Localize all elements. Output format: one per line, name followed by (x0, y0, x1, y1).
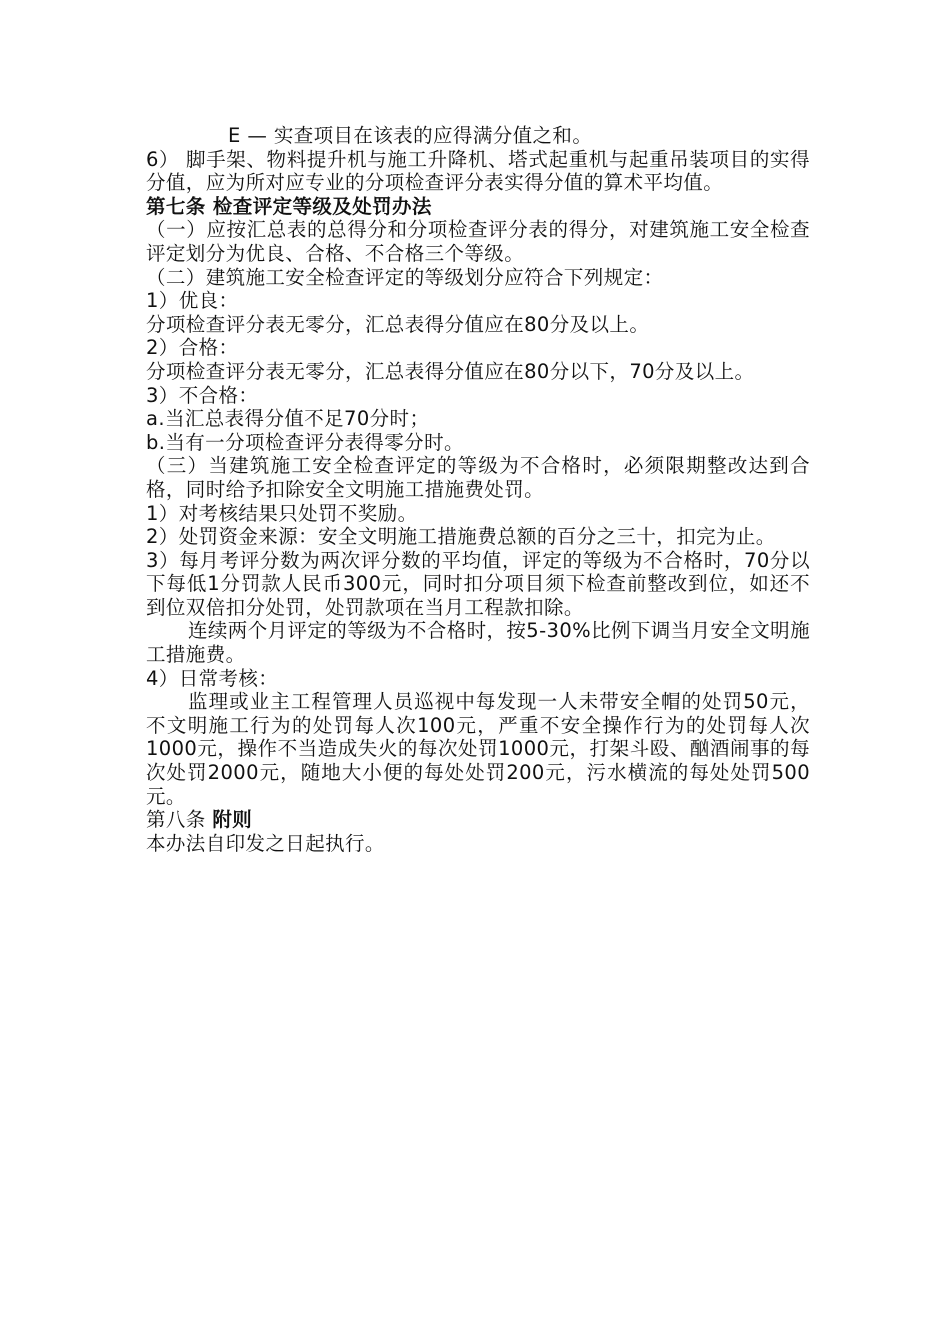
pass-label: 2）合格： (146, 336, 239, 360)
pass-criteria: 分项检查评分表无零分，汇总表得分值应在80分以下，70分及以上。 (146, 359, 755, 383)
section-1-paragraph: （一）应按汇总表的总得分和分项检查评分表的得分，对建筑施工安全检查评定划分为优良、合格、不合格三个等级。 (146, 218, 810, 265)
section-3-paragraph: （三）当建筑施工安全检查评定的等级为不合格时，必须限期整改达到合格，同时给予扣除安全文明施工措施费处罚。 (146, 454, 810, 501)
article-8-prefix: 第八条 (146, 808, 213, 832)
rule-3: 3）每月考评分数为两次评分数的平均值，评定的等级为不合格时，70分以下每低1分罚款人民币300元，同时扣分项目须下检查前整改到位，如还不到位双倍扣分处罚，处罚款项在当月工程款扣除。 (146, 548, 810, 619)
fail-criteria-b: b.当有一分项检查评分表得零分时。 (146, 430, 464, 454)
rule-1: 1）对考核结果只处罚不奖励。 (146, 501, 418, 525)
rule-4-text: 监理或业主工程管理人员巡视中每发现一人未带安全帽的处罚50元，不文明施工行为的处罚每人次100元，严重不安全操作行为的处罚每人次1000元，操作不当造成失火的每次处罚1000元，打架斗殴、酗酒闹事的每次处罚2000元，随地大小便的每处处罚200元，污水横流的每处处罚500元。 (146, 690, 810, 808)
excellent-label: 1）优良： (146, 289, 239, 313)
item-6-paragraph: 6） 脚手架、物料提升机与施工升降机、塔式起重机与起重吊装项目的实得分值，应为所对应专业的分项检查评分表实得分值的算术平均值。 (146, 147, 810, 195)
article-8-heading (146, 808, 810, 832)
article-7-heading: 第七条 检查评定等级及处罚办法 (146, 194, 432, 218)
rule-4-label: 4）日常考核： (146, 666, 279, 690)
fail-label: 3）不合格： (146, 383, 259, 407)
fail-criteria-a: a.当汇总表得分值不足70分时； (146, 407, 430, 431)
article-8-title: 附则 (212, 808, 253, 832)
section-2-paragraph: （二）建筑施工安全检查评定的等级划分应符合下列规定： (146, 265, 664, 289)
rule-2: 2）处罚资金来源：安全文明施工措施费总额的百分之三十，扣完为止。 (146, 525, 776, 549)
e-definition-line: E — 实查项目在该表的应得满分值之和。 (228, 124, 593, 147)
final-statement: 本办法自印发之日起执行。 (146, 831, 385, 855)
rule-3-continuation: 连续两个月评定的等级为不合格时，按5-30%比例下调当月安全文明施工措施费。 (146, 619, 810, 667)
excellent-criteria: 分项检查评分表无零分，汇总表得分值应在80分及以上。 (146, 312, 650, 336)
document-page (146, 124, 810, 855)
